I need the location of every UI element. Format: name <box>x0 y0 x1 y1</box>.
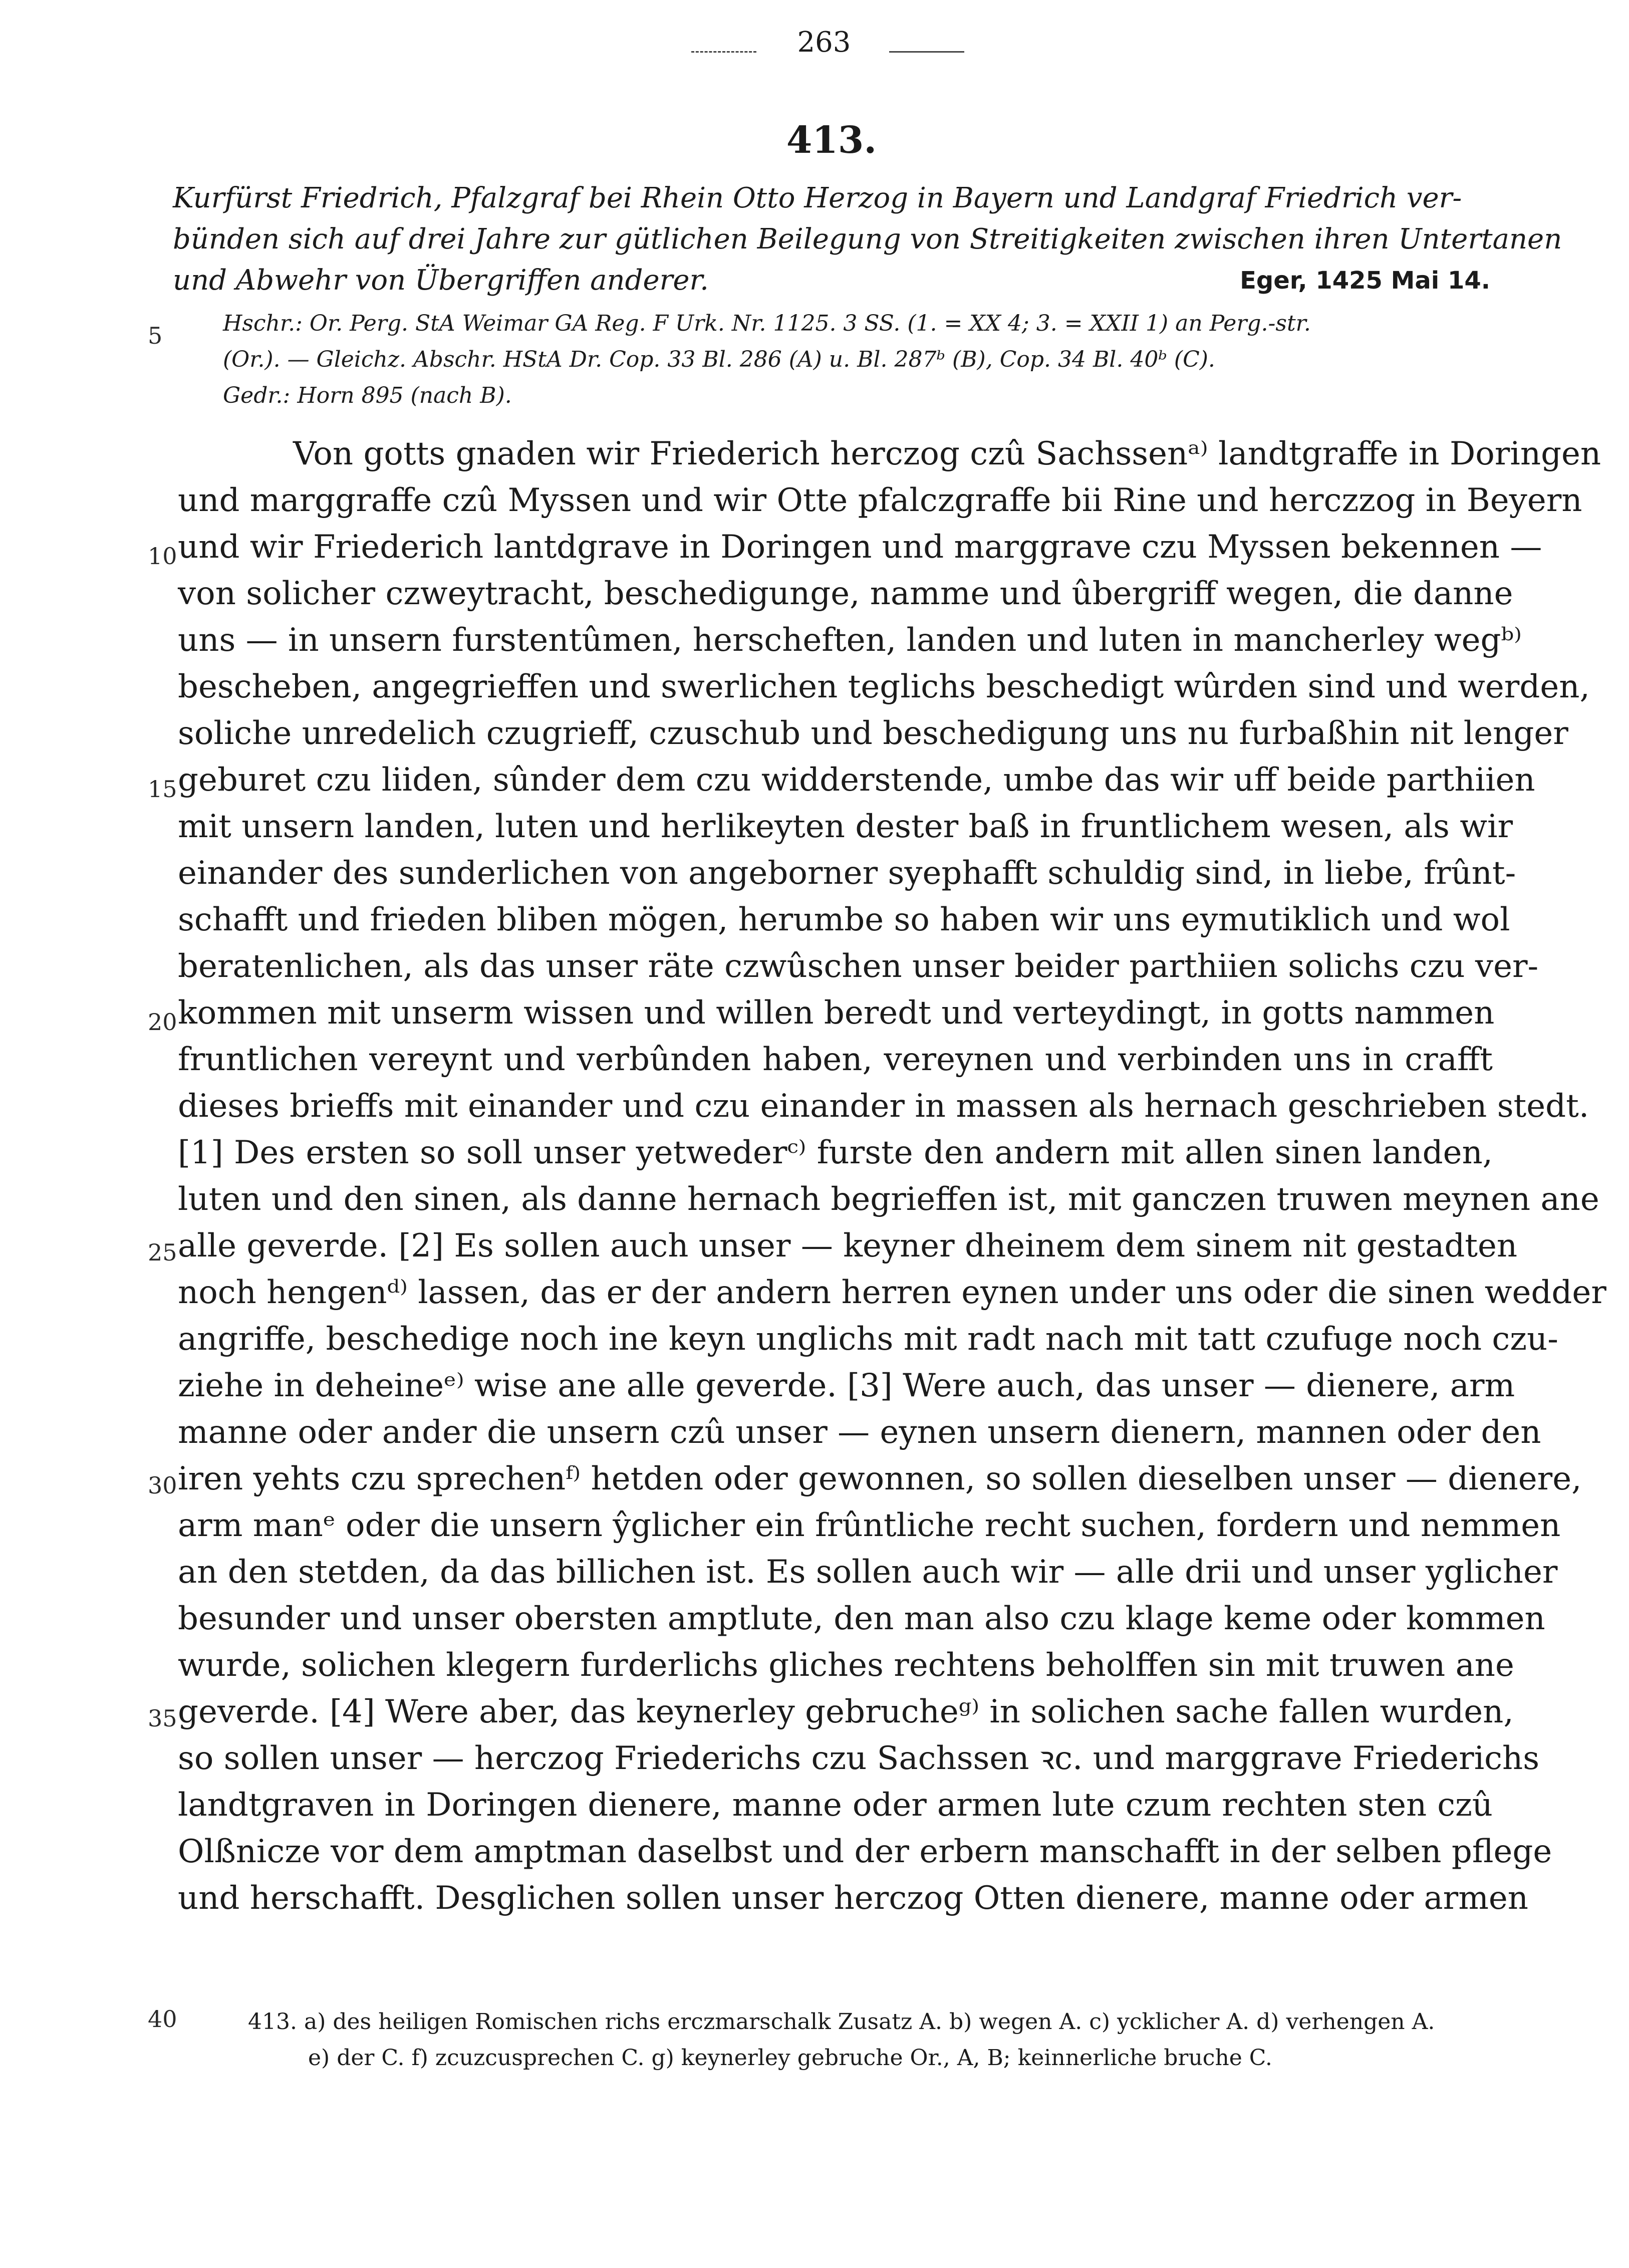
text-line: beratenlichen, als das unser räte czwûschen unser beider parthiien solichs czu ver- <box>178 948 1539 985</box>
footnote-line: 413. a) des heiligen Romischen richs erczmarschalk Zusatz A. b) wegen A. c) ycklicher A. d) verhengen A. <box>248 2009 1435 2035</box>
source-line: Hschr.: Or. Perg. StA Weimar GA Reg. F Urk. Nr. 1125. 3 SS. (1. = XX 4; 3. = XXII 1) an Perg.-str. <box>223 311 1311 336</box>
text-line: Olßnicze vor dem amptman daselbst und der erbern manschafft in der selben pflege <box>178 1833 1552 1870</box>
header-dash-right <box>889 51 964 53</box>
regest-line-last <box>173 260 1490 301</box>
text-line: alle geverde. [2] Es sollen auch unser — keyner dheinem dem sinem nit gestadten <box>178 1227 1518 1265</box>
source-line: (Or.). — Gleichz. Abschr. HStA Dr. Cop. 33 Bl. 286 (A) u. Bl. 287ᵇ (B), Cop. 34 Bl. 40ᵇ (C). <box>223 347 1215 372</box>
text-line: iren yehts czu sprechenᶠ⁾ hetden oder gewonnen, so sollen dieselben unser — dienere, <box>178 1460 1582 1497</box>
text-line: uns — in unsern furstentûmen, herscheften, landen und luten in mancherley wegᵇ⁾ <box>178 622 1522 659</box>
line-number: 5 <box>148 322 163 349</box>
line-number: 20 <box>148 1009 177 1036</box>
text-line: dieses brieffs mit einander und czu einander in massen als hernach geschrieben stedt. <box>178 1088 1589 1125</box>
text-line: ziehe in deheineᵉ⁾ wise ane alle geverde. [3] Were auch, das unser — dienere, arm <box>178 1367 1515 1404</box>
regest-line: bünden sich auf drei Jahre zur gütlichen Beilegung von Streitigkeiten zwischen ihren Untertanen <box>173 223 1562 256</box>
text-line: an den stetden, da das billichen ist. Es sollen auch wir — alle drii und unser yglicher <box>178 1554 1558 1591</box>
footnote-line: e) der C. f) zcuzcusprechen C. g) keynerley gebruche Or., A, B; keinnerliche bruche C. <box>308 2045 1272 2071</box>
text-line: kommen mit unserm wissen und willen beredt und verteydingt, in gotts nammen <box>178 994 1495 1032</box>
text-line: angriffe, beschedige noch ine keyn unglichs mit radt nach mit tatt czufuge noch czu- <box>178 1321 1558 1358</box>
regest <box>173 178 1562 301</box>
text-line: und wir Friederich lantdgrave in Doringen und marggrave czu Myssen bekennen — <box>178 529 1542 566</box>
footnotes <box>248 2004 1490 2076</box>
text-line: einander des sunderlichen von angeborner syephafft schuldig sind, in liebe, frûnt- <box>178 855 1516 892</box>
line-number: 35 <box>148 1705 177 1732</box>
text-line: Von gotts gnaden wir Friederich herczog czû Sachssenᵃ⁾ landtgraffe in Doringen <box>293 435 1601 472</box>
line-number: 15 <box>148 776 177 803</box>
document-number: 413. <box>786 119 877 162</box>
line-number: 30 <box>148 1472 177 1499</box>
source-description <box>223 306 1490 414</box>
text-line: landtgraven in Doringen dienere, manne oder armen lute czum rechten sten czû <box>178 1787 1493 1824</box>
text-line: so sollen unser — herczog Friederichs czu Sachssen ꝛc. und marggrave Friederichs <box>178 1740 1540 1777</box>
text-line: von solicher czweytracht, beschedigunge, namme und ûbergriff wegen, die danne <box>178 575 1513 612</box>
page-header <box>0 20 1629 65</box>
page-number: 263 <box>797 26 851 59</box>
text-line: geburet czu liiden, sûnder dem czu widderstende, umbe das wir uff beide parthiien <box>178 762 1535 799</box>
main-text <box>178 431 1606 1922</box>
source-line: Gedr.: Horn 895 (nach B). <box>223 383 512 408</box>
text-line: [1] Des ersten so soll unser yetwederᶜ⁾ furste den andern mit allen sinen landen, <box>178 1134 1493 1171</box>
regest-date: Eger, 1425 Mai 14. <box>1240 267 1490 295</box>
regest-line-text: und Abwehr von Übergriffen anderer. <box>173 264 709 297</box>
text-line: mit unsern landen, luten und herlikeyten dester baß in fruntlichem wesen, als wir <box>178 808 1513 845</box>
text-line: noch hengenᵈ⁾ lassen, das er der andern herren eynen under uns oder die sinen wedder <box>178 1274 1606 1311</box>
line-number: 40 <box>148 2005 177 2033</box>
text-line: besunder und unser obersten amptlute, den man also czu klage keme oder kommen <box>178 1600 1545 1637</box>
text-line: soliche unredelich czugrieff, czuschub und beschedigung uns nu furbaßhin nit lenger <box>178 715 1568 752</box>
text-line: bescheben, angegrieffen und swerlichen teglichs beschedigt wûrden sind und werden, <box>178 668 1590 705</box>
regest-line: Kurfürst Friedrich, Pfalzgraf bei Rhein Otto Herzog in Bayern und Landgraf Friedrich ver- <box>173 182 1462 214</box>
text-line: und marggraffe czû Myssen und wir Otte pfalczgraffe bii Rine und herczzog in Beyern <box>178 482 1582 519</box>
text-line: und herschafft. Desglichen sollen unser herczog Otten dienere, manne oder armen <box>178 1880 1528 1917</box>
text-line: wurde, solichen klegern furderlichs gliches rechtens beholffen sin mit truwen ane <box>178 1647 1514 1684</box>
text-line: manne oder ander die unsern czû unser — eynen unsern dienern, mannen oder den <box>178 1414 1541 1451</box>
text-line: arm manᵉ oder die unsern ŷglicher ein frûntliche recht suchen, fordern und nemmen <box>178 1507 1561 1544</box>
text-line: fruntlichen vereynt und verbûnden haben, vereynen und verbinden uns in crafft <box>178 1041 1493 1078</box>
text-line: geverde. [4] Were aber, das keynerley gebrucheᵍ⁾ in solichen sache fallen wurden, <box>178 1693 1514 1730</box>
text-line: luten und den sinen, als danne hernach begrieffen ist, mit ganczen truwen meynen ane <box>178 1181 1599 1218</box>
line-number: 25 <box>148 1239 177 1266</box>
text-line: schafft und frieden bliben mögen, herumbe so haben wir uns eymutiklich und wol <box>178 901 1510 938</box>
line-number: 10 <box>148 543 177 570</box>
header-dash-left <box>691 51 756 53</box>
